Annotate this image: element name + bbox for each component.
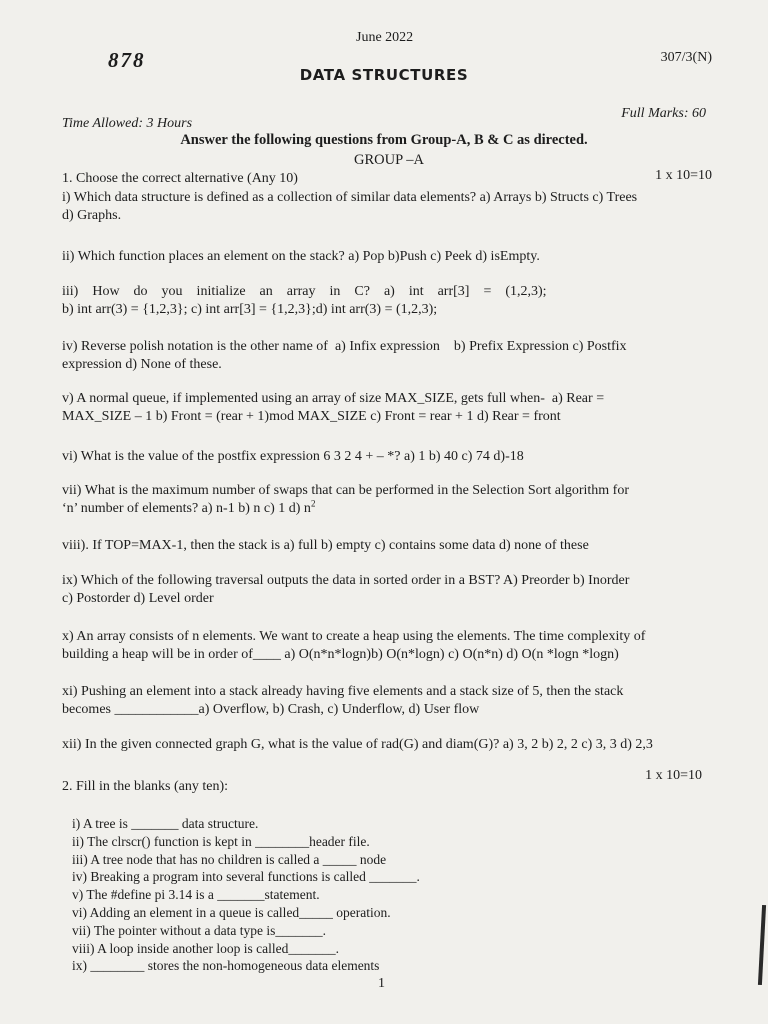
q1-marks: 1 x 10=10 — [655, 168, 712, 183]
q2-heading: 2. Fill in the blanks (any ten): — [62, 779, 229, 794]
q2-heading-row — [62, 778, 720, 796]
q1-heading: 1. Choose the correct alternative (Any 10) — [62, 171, 298, 186]
q2-marks: 1 x 10=10 — [645, 768, 702, 783]
q1-item-line: ix) Which of the following traversal outputs the data in sorted order in a BST? A) Preorder b) Inorder — [62, 573, 630, 588]
q1-item — [62, 482, 720, 518]
q2-item: v) The #define pi 3.14 is a _______statement. — [72, 887, 320, 903]
q1-item-line: viii). If TOP=MAX-1, then the stack is a) full b) empty c) contains some data d) none of these — [62, 538, 589, 553]
q2-item: vii) The pointer without a data type is_______. — [72, 922, 326, 938]
q1-item-line: xii) In the given connected graph G, what is the value of rad(G) and diam(G)? a) 3, 2 b) 2, 2 c) 3, 3 d) 2,3 — [62, 737, 653, 752]
q1-item-line: expression d) None of these. — [62, 357, 222, 372]
q1-item-line: xi) Pushing an element into a stack already having five elements and a stack size of 5, then the stack — [62, 684, 624, 699]
q1-item — [62, 390, 720, 426]
subject-title: DATA STRUCTURES — [299, 66, 469, 84]
q1-item — [62, 572, 720, 608]
q2-item: iii) A tree node that has no children is called a _____ node — [72, 851, 387, 867]
group-heading: GROUP –A — [354, 152, 424, 168]
q1-item-line — [62, 500, 720, 518]
instruction: Answer the following questions from Group-A, B & C as directed. — [180, 132, 588, 148]
q1-item-line: MAX_SIZE – 1 b) Front = (rear + 1)mod MAX_SIZE c) Front = rear + 1 d) Rear = front — [62, 409, 561, 424]
page-edge-shadow — [758, 905, 766, 985]
q1-item — [62, 537, 720, 555]
q1-item-line: vi) What is the value of the postfix expression 6 3 2 4 + – *? a) 1 b) 40 c) 74 d)-18 — [62, 449, 524, 464]
paper-code: 307/3(N) — [660, 50, 712, 65]
q1-item-line: x) An array consists of n elements. We want to create a heap using the elements. The time complexity of — [62, 629, 646, 644]
q1-item-line: iv) Reverse polish notation is the other name of a) Infix expression b) Prefix Expression c) Postfix — [62, 339, 627, 354]
q1-item-line-text: ‘n’ number of elements? a) n-1 b) n c) 1 d) n — [62, 501, 311, 516]
q1-item-line: d) Graphs. — [62, 208, 122, 223]
handwritten-number: 878 — [108, 48, 146, 72]
q1-item-line: ii) Which function places an element on the stack? a) Pop b)Push c) Peek d) isEmpty. — [62, 249, 540, 264]
q2-item: ix) ________ stores the non-homogeneous data elements — [72, 958, 380, 974]
exam-date: June 2022 — [356, 30, 414, 45]
time-allowed: Time Allowed: 3 Hours — [62, 116, 193, 131]
q1-item-line: building a heap will be in order of____ a) O(n*n*logn)b) O(n*logn) c) O(n*n) d) O(n *logn *logn) — [62, 647, 619, 662]
superscript-exponent: 2 — [310, 498, 316, 509]
q1-item-line: vii) What is the maximum number of swaps that can be performed in the Selection Sort algorithm for — [62, 483, 629, 498]
q2-item: ii) The clrscr() function is kept in ________header file. — [72, 833, 370, 849]
q1-item — [62, 683, 720, 719]
q1-item — [62, 248, 720, 266]
q1-item-line: i) Which data structure is defined as a collection of similar data elements? a) Arrays b) Structs c) Trees — [62, 190, 638, 205]
q2-item: vi) Adding an element in a queue is called_____ operation. — [72, 904, 391, 920]
q1-item-line: v) A normal queue, if implemented using an array of size MAX_SIZE, gets full when- a) Rear = — [62, 391, 605, 406]
q1-item — [62, 338, 720, 374]
q1-heading-row — [62, 170, 720, 188]
q2-items — [72, 815, 672, 975]
q1-item-line: b) int arr(3) = {1,2,3}; c) int arr[3] = {1,2,3};d) int arr(3) = (1,2,3); — [62, 302, 438, 317]
q1-item — [62, 283, 720, 319]
q1-item-line: becomes ____________a) Overflow, b) Crash, c) Underflow, d) User flow — [62, 702, 480, 717]
q1-item — [62, 628, 720, 664]
q1-item-line: iii) How do you initialize an array in C? a) int arr[3] = (1,2,3); — [62, 284, 547, 299]
q1-item — [62, 448, 720, 466]
page-number: 1 — [378, 976, 385, 991]
q2-item: i) A tree is _______ data structure. — [72, 816, 259, 831]
q2-item: iv) Breaking a program into several functions is called _______. — [72, 869, 420, 885]
q2-item: viii) A loop inside another loop is called_______. — [72, 940, 339, 956]
q1-item — [62, 736, 720, 754]
q1-item — [62, 189, 720, 225]
q1-item-line: c) Postorder d) Level order — [62, 591, 214, 606]
full-marks: Full Marks: 60 — [621, 106, 706, 121]
